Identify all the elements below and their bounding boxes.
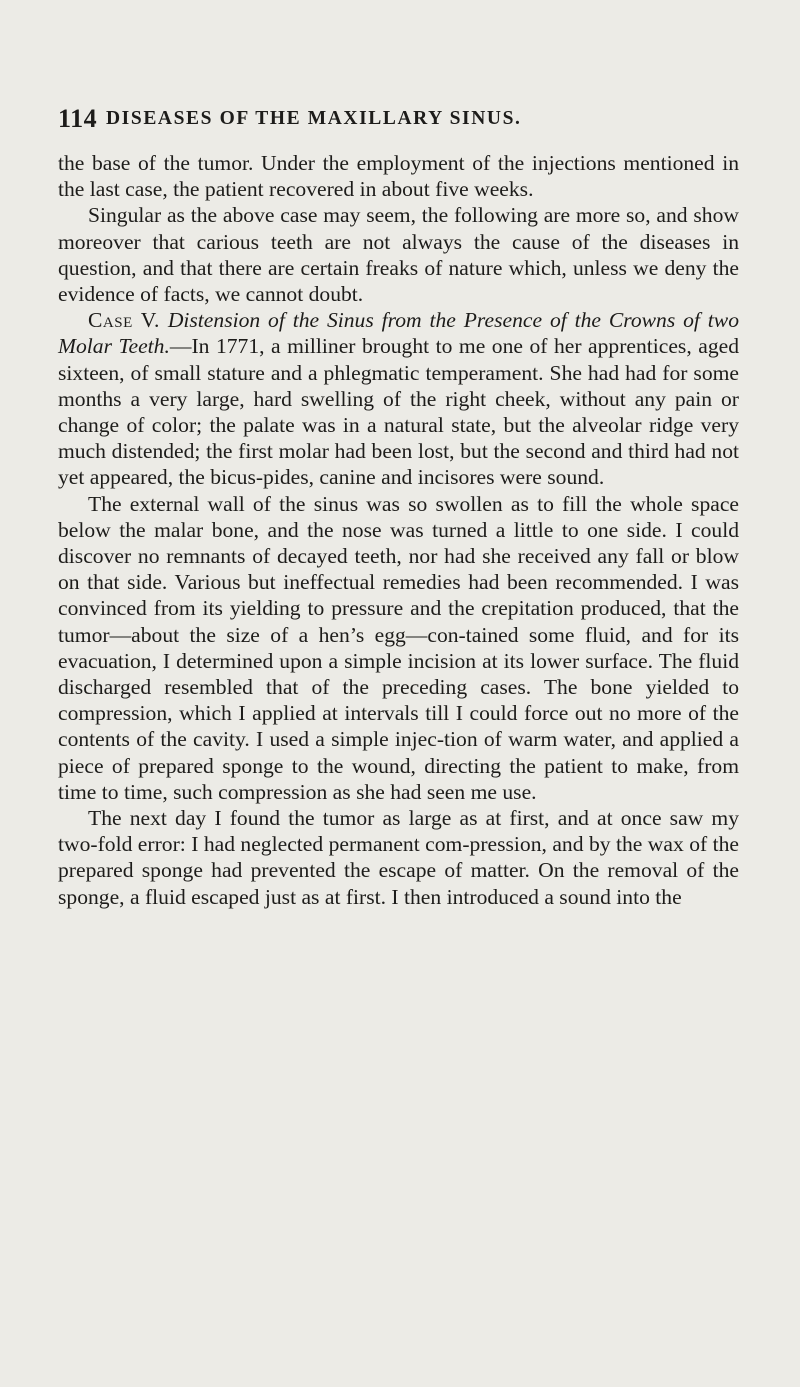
running-title: DISEASES OF THE MAXILLARY SINUS. bbox=[106, 108, 522, 129]
case-body: —In 1771, a milliner brought to me one of her apprentices, aged sixteen, of small stature and a phlegmatic temperament. She had had for some months a very large, hard swelling of the right cheek, without any pain or change of color; the palate was in a natural state, but the alveolar ridge very much distended; the first molar had been lost, but the second and third had not yet appeared, the bicus-pides, canine and incisores were sound. bbox=[58, 334, 739, 490]
page-header bbox=[58, 104, 740, 136]
paragraph-singular: Singular as the above case may seem, the following are more so, and show moreover that carious teeth are not always the cause of the diseases in question, and that there are certain freaks of nature which, unless we deny the evidence of facts, we cannot doubt. bbox=[58, 203, 739, 307]
page-number: 114 bbox=[58, 104, 98, 133]
case-title: Distension of the Sinus from the Presence of the Crowns of two Molar Teeth. bbox=[58, 308, 739, 359]
paragraph-continued: the base of the tumor. Under the employment of the injections mentioned in the last case, the patient recovered in about five weeks. bbox=[58, 151, 739, 202]
paragraph-case-v bbox=[58, 307, 739, 490]
body-text bbox=[58, 150, 739, 910]
paragraph-next-day: The next day I found the tumor as large as at first, and at once saw my two-fold error: I had neglected permanent com-pression, and by the wax of the prepared sponge had prevented the escape of matter. On the removal of the sponge, a fluid escaped just as at first. I then introduced a sound into the bbox=[58, 806, 739, 909]
paragraph-external-wall: The external wall of the sinus was so swollen as to fill the whole space below the malar bone, and the nose was turned a little to one side. I could discover no remnants of decayed teeth, nor had she received any fall or blow on that side. Various but ineffectual remedies had been recommended. I was convinced from its yielding to pressure and the crepitation produced, that the tumor—about the size of a hen’s egg—con-tained some fluid, and for its evacuation, I determined upon a simple incision at its lower surface. The fluid discharged resembled that of the preceding cases. The bone yielded to compression, which I applied at intervals till I could force out no more of the contents of the cavity. I used a simple injec-tion of warm water, and applied a piece of prepared sponge to the wound, directing the patient to make, from time to time, such compression as she had seen me use. bbox=[58, 491, 739, 804]
case-label: Case V. bbox=[88, 308, 160, 333]
